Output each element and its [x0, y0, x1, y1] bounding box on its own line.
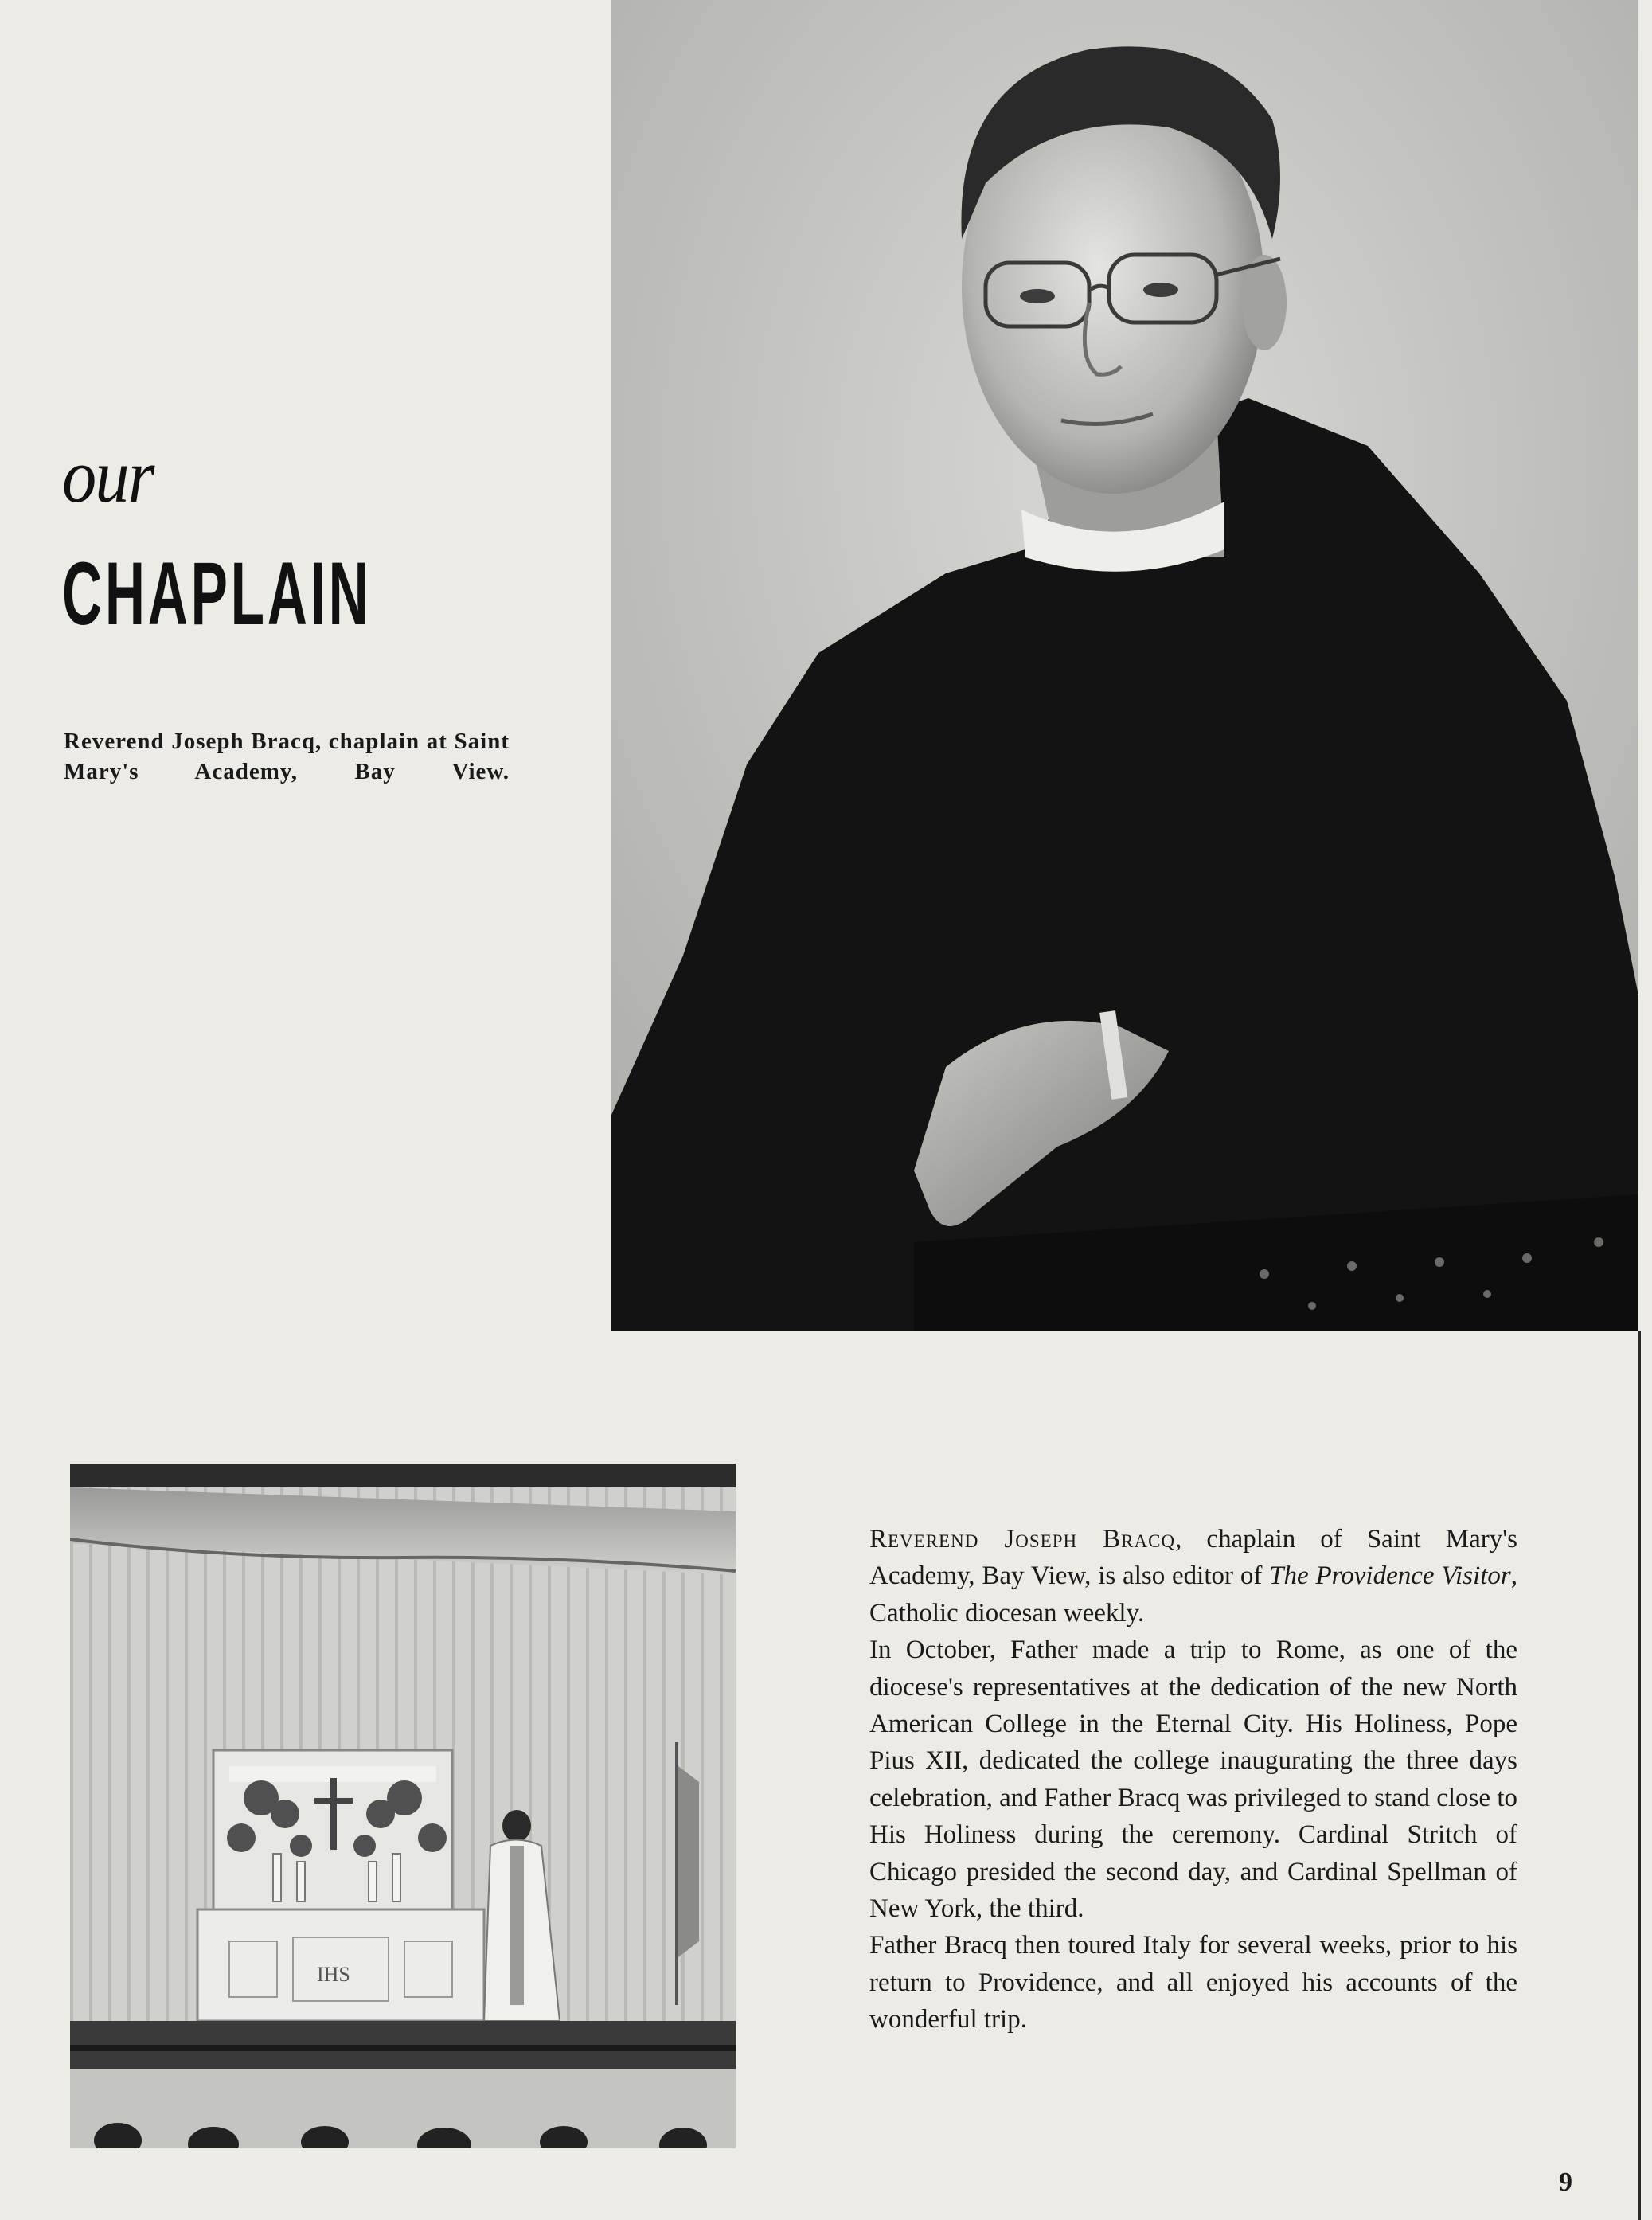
publication-title: The Providence Visitor — [1269, 1561, 1511, 1591]
article-paragraph-2: In October, Father made a trip to Rome, as one of the diocese's representatives at the dedication of the new North American College in the Eternal City. His Holiness, Pope Pius XII, dedicated the college inaugurating the three days celebration, and Father Bracq was privileged to stand close to His Holiness during the ceremony. Cardinal Stritch of Chicago presided the second day, and Cardinal Spellman of New York, the third. — [869, 1636, 1517, 1924]
article-lead: Reverend Joseph Bracq — [869, 1525, 1176, 1554]
article-body — [869, 1521, 1517, 2038]
portrait-caption: Reverend Joseph Bracq, chaplain at Saint Mary's Academy, Bay View. — [64, 729, 510, 784]
page-number: 9 — [1559, 2167, 1572, 2197]
article-p1-text-b: , Catholic diocesan weekly. — [869, 1561, 1517, 1628]
chaplain-portrait-photo — [611, 0, 1638, 1331]
altar-scene-photo — [70, 1464, 736, 2148]
article-p1-text-a: , chaplain of Saint Mary's Academy, Bay View, is also editor of — [869, 1525, 1518, 1591]
article-paragraph-1 — [869, 1521, 1517, 1632]
altar-monogram: IHS — [317, 1963, 350, 1986]
heading-chaplain: CHAPLAIN — [62, 544, 372, 643]
page-edge-line — [1638, 1331, 1641, 2220]
article-paragraph-3: Father Bracq then toured Italy for several weeks, prior to his return to Providence, and all enjoyed his accounts of the wonderful trip. — [869, 1931, 1517, 2034]
heading-our: our — [62, 433, 154, 518]
